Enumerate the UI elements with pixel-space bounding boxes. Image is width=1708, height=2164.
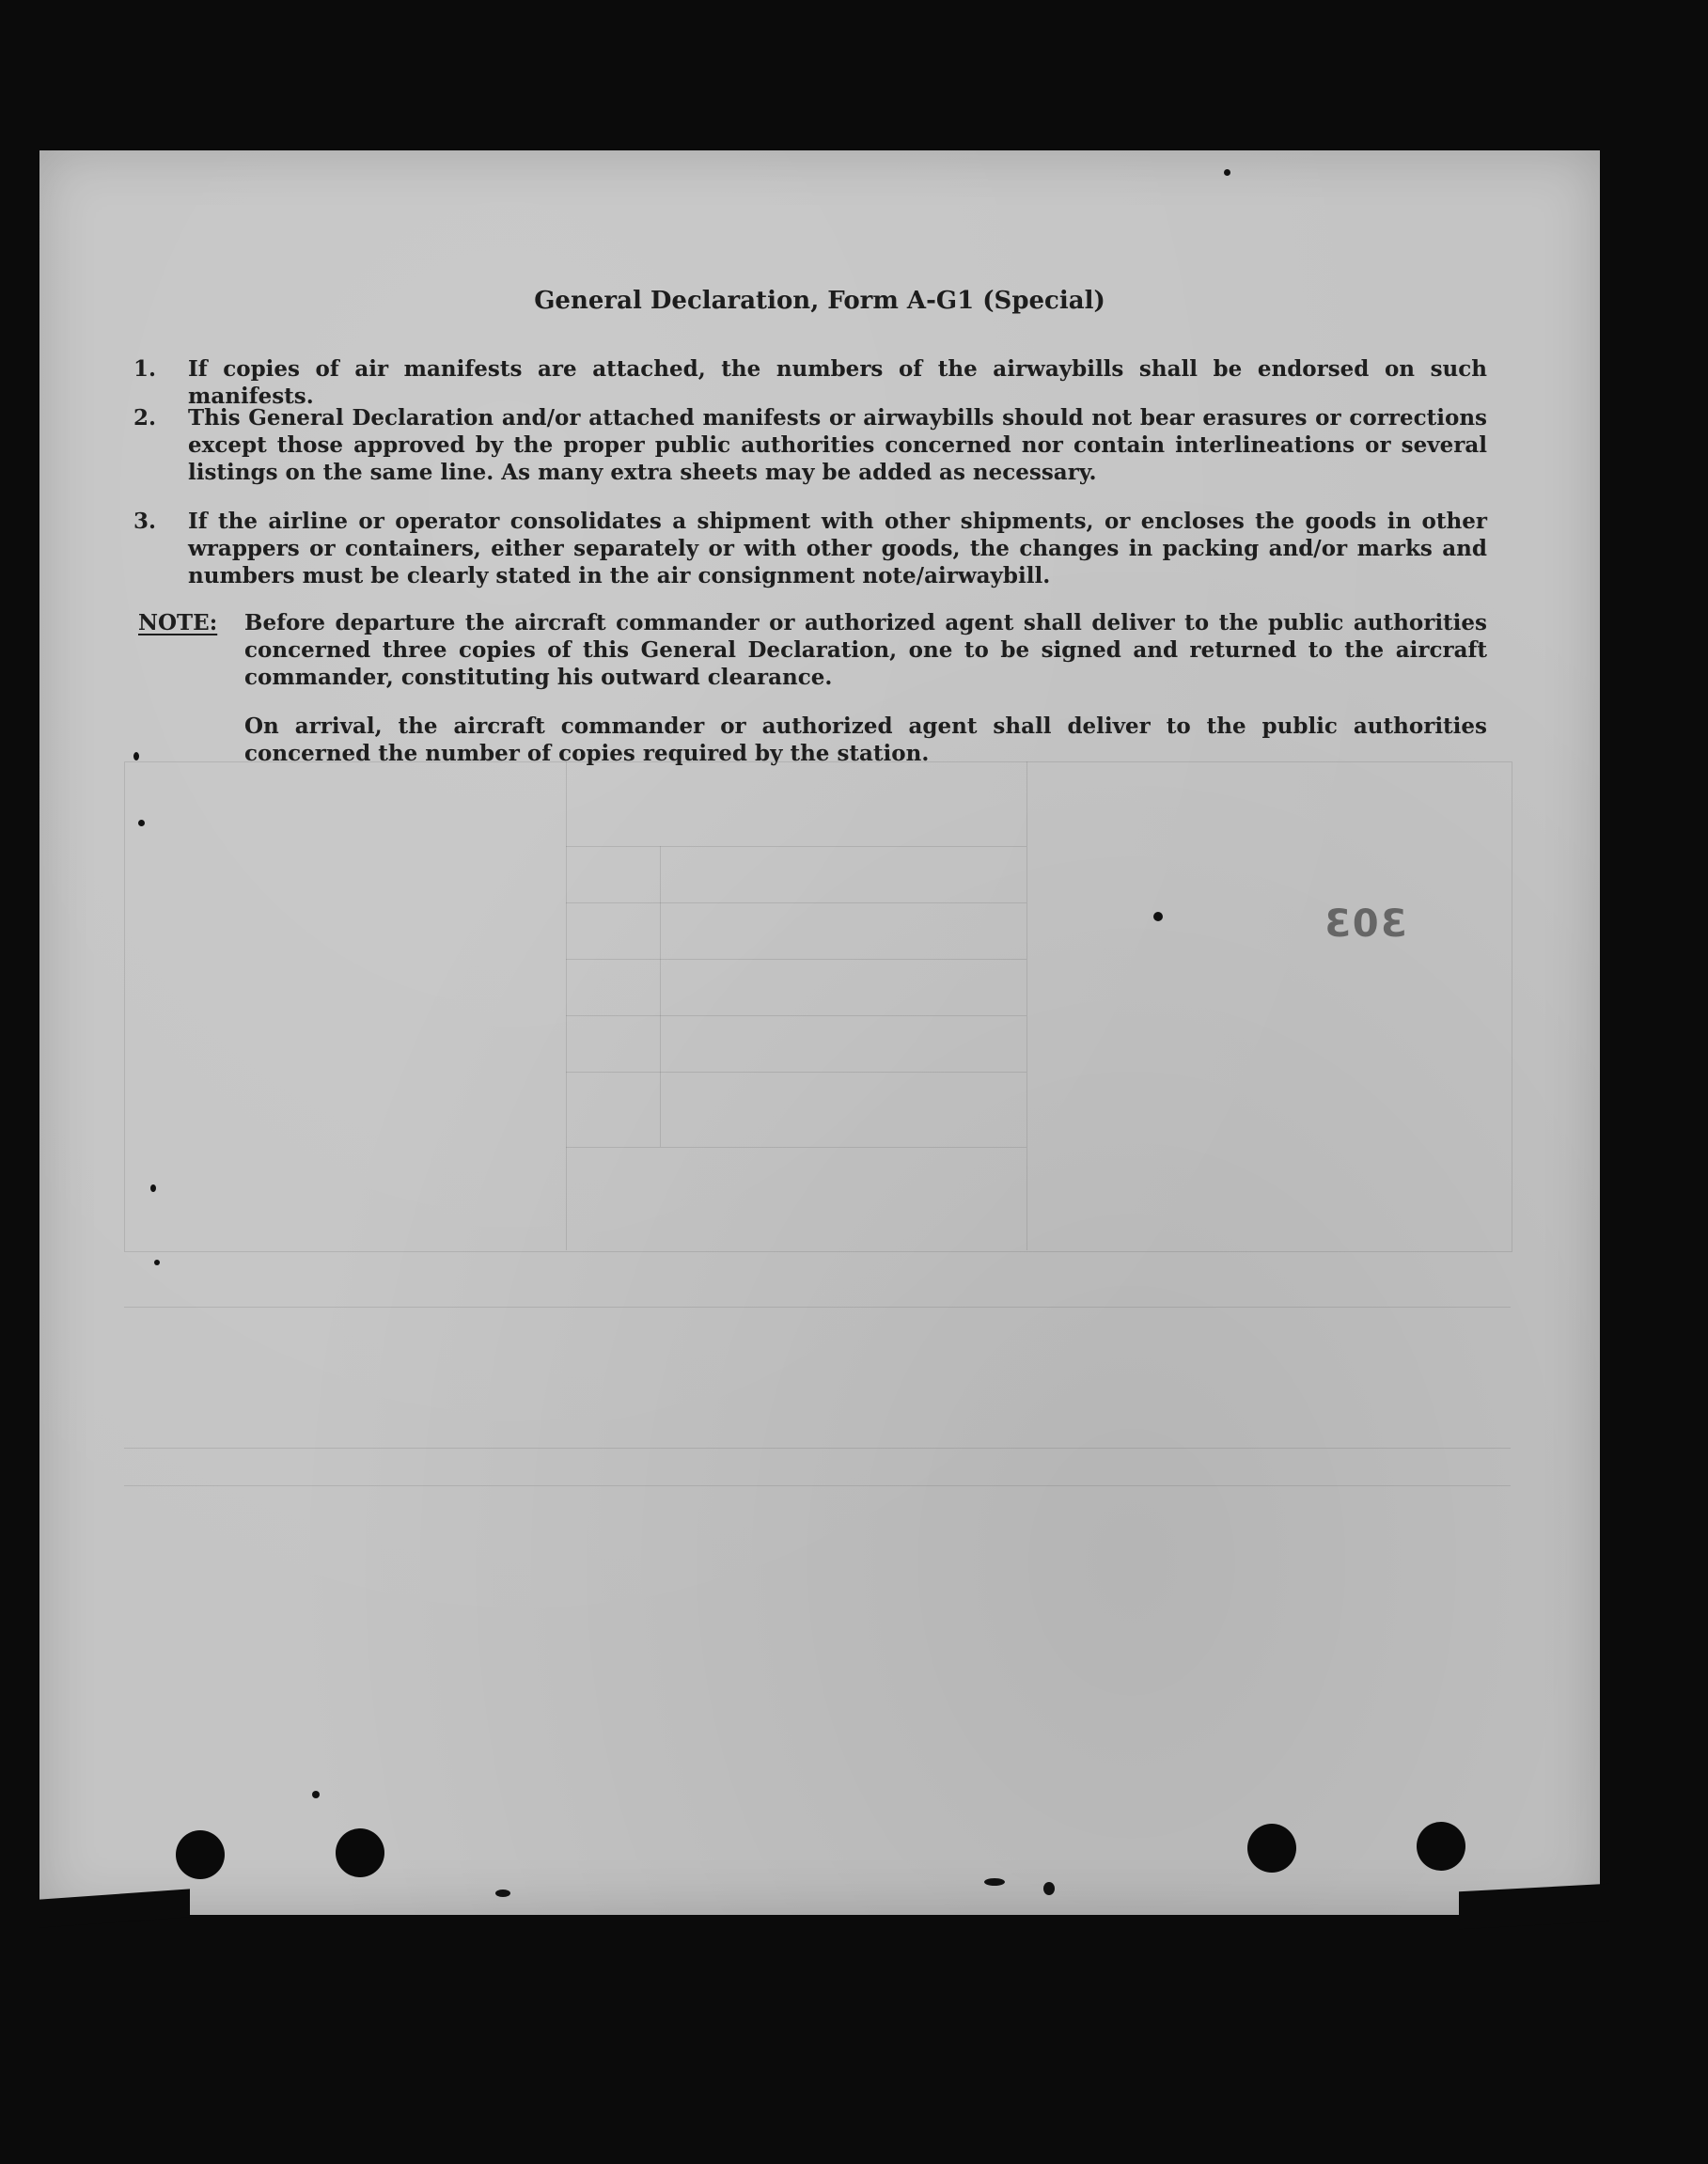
document-sheet: [39, 150, 1600, 1915]
note-label: NOTE:: [138, 610, 218, 635]
bleed-through-rule: [566, 1072, 1026, 1073]
ink-speck: [495, 1890, 510, 1897]
punch-hole: [336, 1828, 384, 1877]
ink-speck: [133, 752, 139, 761]
instruction-number: 2.: [133, 405, 157, 431]
instruction-text: This General Declaration and/or attached manifests or airwaybills should not bear erasures or corrections except those approved by the proper public authorities concerned nor contain interlineations or several listings on the same line. As many extra sheets may be added as necessary.: [188, 405, 1487, 485]
ink-speck: [312, 1791, 320, 1798]
instruction-item-2: [133, 404, 1487, 486]
note-paragraph-departure: Before departure the aircraft commander or authorized agent shall deliver to the public authorities concerned three copies of this General Declaration, one to be signed and returned to the aircraft commander, constituting his outward clearance.: [244, 610, 1487, 690]
instruction-item-3: [133, 508, 1487, 589]
punch-hole: [1247, 1824, 1296, 1873]
bleed-through-rule: [566, 846, 1026, 847]
instruction-number: 1.: [133, 356, 157, 382]
bleed-through-divider: [566, 761, 567, 1250]
ink-speck: [984, 1878, 1005, 1886]
ink-speck: [1224, 169, 1230, 176]
ink-speck: [138, 820, 145, 826]
bleed-through-rule: [566, 1147, 1026, 1148]
instruction-text: If copies of air manifests are attached, the numbers of the airwaybills shall be endorsed on such manifests.: [188, 356, 1487, 409]
ink-speck: [1153, 912, 1163, 921]
instruction-number: 3.: [133, 509, 157, 534]
punch-hole: [176, 1830, 225, 1879]
ink-speck: [150, 1184, 156, 1192]
document-title: General Declaration, Form A-G1 (Special): [534, 287, 1105, 315]
bleed-through-rule: [124, 1485, 1511, 1486]
ink-speck: [1043, 1882, 1055, 1895]
punch-hole: [1417, 1822, 1465, 1871]
bleed-through-rule: [566, 959, 1026, 960]
bleed-through-rule: [566, 1015, 1026, 1016]
bleed-through-rule: [124, 1448, 1511, 1449]
note-paragraph-arrival: On arrival, the aircraft commander or authorized agent shall deliver to the public authorities concerned the number of copies required by the station.: [244, 713, 1487, 766]
ink-speck: [154, 1260, 160, 1265]
bleed-through-rule: [124, 1307, 1511, 1308]
torn-edge-right: [1459, 1884, 1609, 1929]
bleed-through-divider: [1026, 761, 1027, 1250]
instruction-item-1: [133, 355, 1487, 410]
torn-edge-left: [39, 1889, 190, 1927]
bleed-through-rule: [566, 902, 1026, 903]
instruction-text: If the airline or operator consolidates a shipment with other shipments, or encloses the goods in other wrappers or containers, either separately or with other goods, the changes in packing and/or marks and numbers must be clearly stated in the air consignment note/airwaybill.: [188, 509, 1487, 588]
bleed-through-form-box: [124, 761, 1512, 1252]
note-section: [138, 609, 1487, 767]
bleed-through-divider: [660, 846, 661, 1147]
stamp-number: 303: [1323, 902, 1407, 946]
